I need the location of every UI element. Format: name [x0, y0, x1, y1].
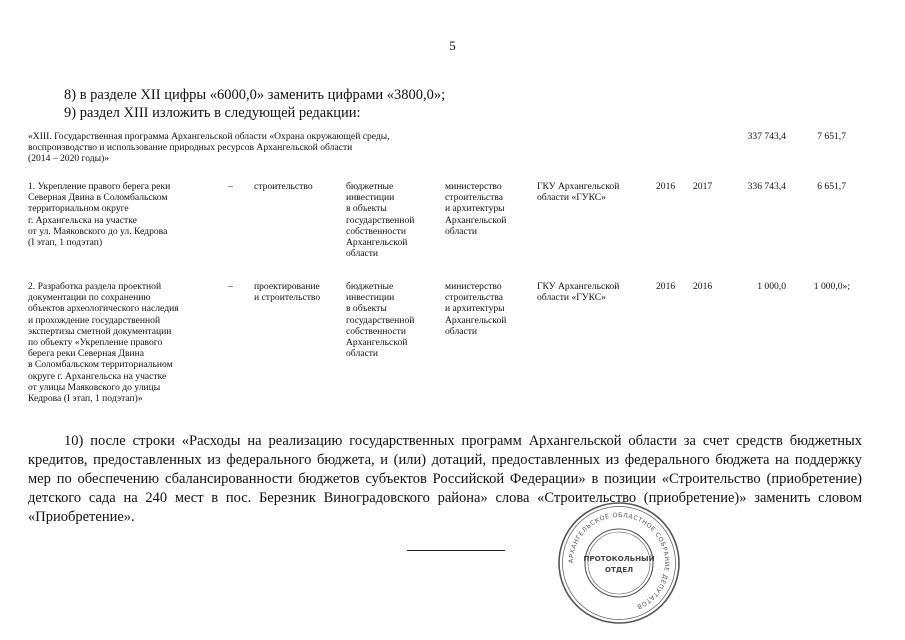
- stamp-line-1: ПРОТОКОЛЬНЫЙ: [583, 554, 655, 563]
- row2-work: проектирование и строительство: [254, 281, 321, 304]
- table-header-amount: 7 651,7: [817, 131, 846, 142]
- row1-work: строительство: [254, 181, 313, 192]
- row1-name: 1. Укрепление правого берега реки Северная Двина в Соломбальском территориальном округе г. Архангельска на участке от ул. Маяковского до ул. Кедрова (I этап, 1 подэтап): [28, 181, 171, 249]
- row2-ministry: министерство строительства и архитектуры Архангельской области: [445, 281, 507, 337]
- row1-end-year: 2017: [693, 181, 713, 192]
- row2-end-year: 2016: [693, 281, 713, 292]
- row2-start-year: 2016: [656, 281, 676, 292]
- row1-amount: 6 651,7: [817, 181, 846, 192]
- row2-name: 2. Разработка раздела проектной документации по сохранению объектов археологического наследия и прохождение государственной экспертизы сметной документации по объекту «Укрепление правого берега реки Северная Двина в Соломбальском территориальном округе г. Архангельска на участке от улицы Маяковского до улицы Кедрова (I этап, 1 подэтап)»: [28, 281, 179, 405]
- stamp-line-2: ОТДЕЛ: [604, 565, 634, 574]
- row1-start-year: 2016: [656, 181, 676, 192]
- table-header-total: 337 743,4: [747, 131, 786, 142]
- row2-total: 1 000,0: [757, 281, 786, 292]
- row2-dash: –: [228, 281, 233, 292]
- row2-type: бюджетные инвестиции в объекты государственной собственности Архангельской области: [346, 281, 415, 360]
- paragraph-10: 10) после строки «Расходы на реализацию государственных программ Архангельской области за счет средств бюджетных кредитов, предоставленных из федерального бюджета, и (или) дотаций, предоставленных из федерального бюджета на поддержку мер по обеспечению сбалансированности бюджетов субъектов Российской Федерации» в позиции «Строительство (приобретение) детского сада на 240 мест в пос. Березник Виноградовского района» слова «Строительство (приобретение)» заменить словом «Приобретение».: [28, 433, 862, 525]
- row1-total: 336 743,4: [747, 181, 786, 192]
- item-9: 9) раздел XIII изложить в следующей редакции:: [64, 105, 361, 121]
- row1-ministry: министерство строительства и архитектуры Архангельской области: [445, 181, 507, 237]
- table-title: «XIII. Государственная программа Архангельской области «Охрана окружающей среды, воспроизводство и использование природных ресурсов Архангельской области (2014 – 2020 годы)»: [28, 131, 390, 165]
- row1-dash: –: [228, 181, 233, 192]
- signature-line: [407, 550, 505, 551]
- stamp-ring-text: АРХАНГЕЛЬСКОЕ ОБЛАСТНОЕ СОБРАНИЕ ДЕПУТАТОВ: [567, 511, 671, 611]
- row1-executor: ГКУ Архангельской области «ГУКС»: [537, 181, 620, 204]
- page-number: 5: [449, 38, 456, 53]
- row2-executor: ГКУ Архангельской области «ГУКС»: [537, 281, 620, 304]
- row1-type: бюджетные инвестиции в объекты государственной собственности Архангельской области: [346, 181, 415, 260]
- item-8: 8) в разделе XII цифры «6000,0» заменить цифрами «3800,0»;: [64, 87, 446, 103]
- official-stamp: [556, 500, 682, 626]
- row2-amount: 1 000,0»;: [813, 281, 850, 292]
